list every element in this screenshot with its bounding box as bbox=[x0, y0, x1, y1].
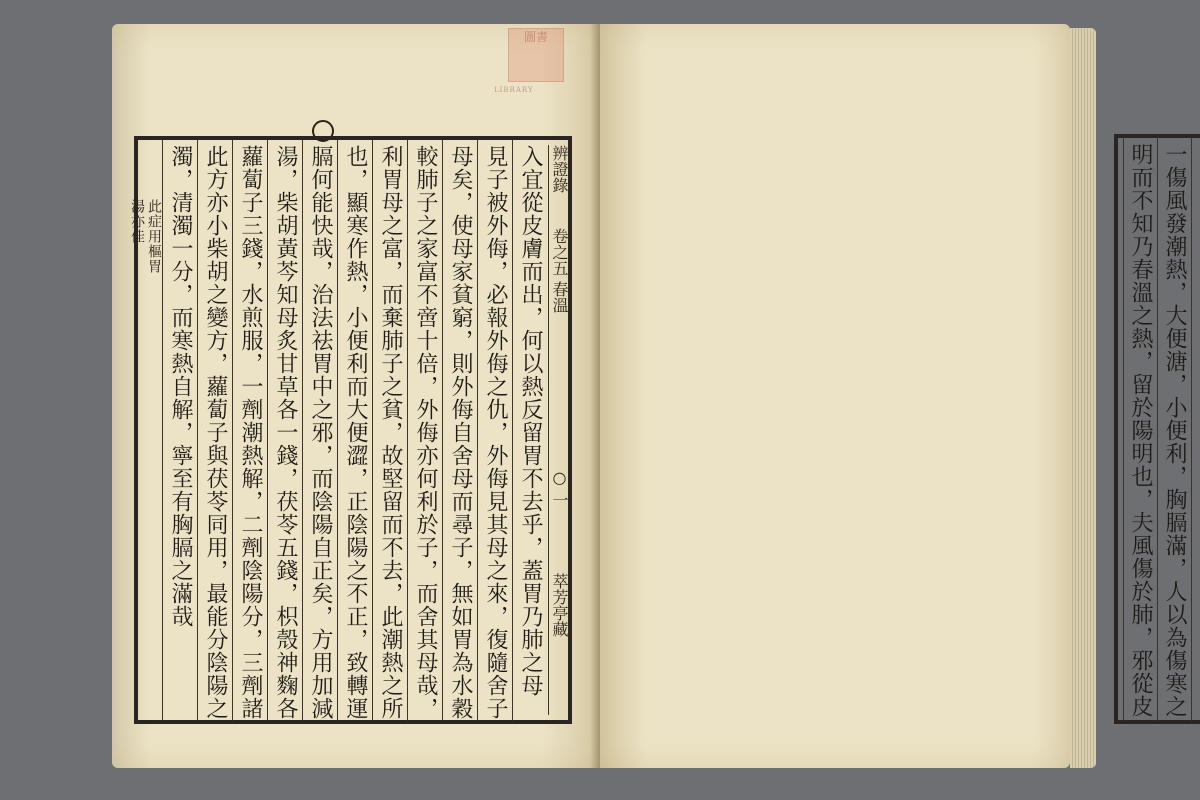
book-title: 辨證錄 bbox=[550, 145, 569, 193]
text-column: 利胃母之富，而棄肺子之貧，故堅留而不去，此潮熱之所 bbox=[372, 139, 407, 721]
text-column: 母矣，使母家貧窮，則外侮自舍母而尋子，無如胃為水穀 bbox=[442, 139, 477, 721]
annotation-column bbox=[1191, 137, 1200, 721]
page-edges bbox=[1070, 28, 1096, 768]
text-column: 湯，柴胡黃芩知母炙甘草各一錢，茯苓五錢，枳殼神麴各 bbox=[267, 139, 302, 721]
open-book bbox=[112, 24, 1187, 772]
text-column: 也，顯寒作熱，小便利而大便澀，正陰陽之不正，致轉運 bbox=[337, 139, 372, 721]
text-column: 較肺子之家富不啻十倍，外侮亦何利於子，而舍其母哉， bbox=[407, 139, 442, 721]
page-number: ○ 一 bbox=[550, 468, 569, 509]
text-column: 膈何能快哉，治法祛胃中之邪，而陰陽自正矣，方用加減 bbox=[302, 139, 337, 721]
right-page bbox=[600, 24, 1187, 768]
text-column: 一傷風發潮熱，大便溏，小便利，胸膈滿，人以為傷寒之 bbox=[1157, 137, 1191, 721]
volume-label: 卷之五 春溫 bbox=[550, 228, 569, 314]
right-text-frame bbox=[1114, 134, 1200, 724]
text-column: 此方亦小柴胡之變方，蘿蔔子與茯苓同用，最能分陰陽之 bbox=[197, 139, 232, 721]
publisher-label: 萃芳亭藏 bbox=[550, 573, 569, 638]
text-column: 濁，清濁一分，而寒熱自解，寧至有胸膈之滿哉 bbox=[162, 139, 197, 721]
library-stamp: 圖書 bbox=[508, 28, 564, 82]
text-column: 見子被外侮，必報外侮之仇，外侮見其母之來，復隨舍子 bbox=[477, 139, 512, 721]
stamp-caption: LIBRARY bbox=[494, 86, 534, 94]
text-column: 入宜從皮膚而出，何以熱反留胃不去乎，蓋胃乃肺之母 bbox=[512, 139, 547, 721]
left-margin-column bbox=[548, 145, 571, 715]
text-column: 蘿蔔子三錢，水煎服，一劑潮熱解，二劑陰陽分，三劑諸 bbox=[232, 139, 267, 721]
left-text-frame bbox=[129, 136, 572, 724]
annotation-column: 湯亦佳 bbox=[129, 199, 145, 244]
annotation-column: 此症用樞胃 bbox=[146, 199, 162, 274]
left-page bbox=[112, 24, 600, 768]
text-column: 明而不知乃春溫之熱，留於陽明也，夫風傷於肺，邪從皮 bbox=[1123, 137, 1157, 721]
